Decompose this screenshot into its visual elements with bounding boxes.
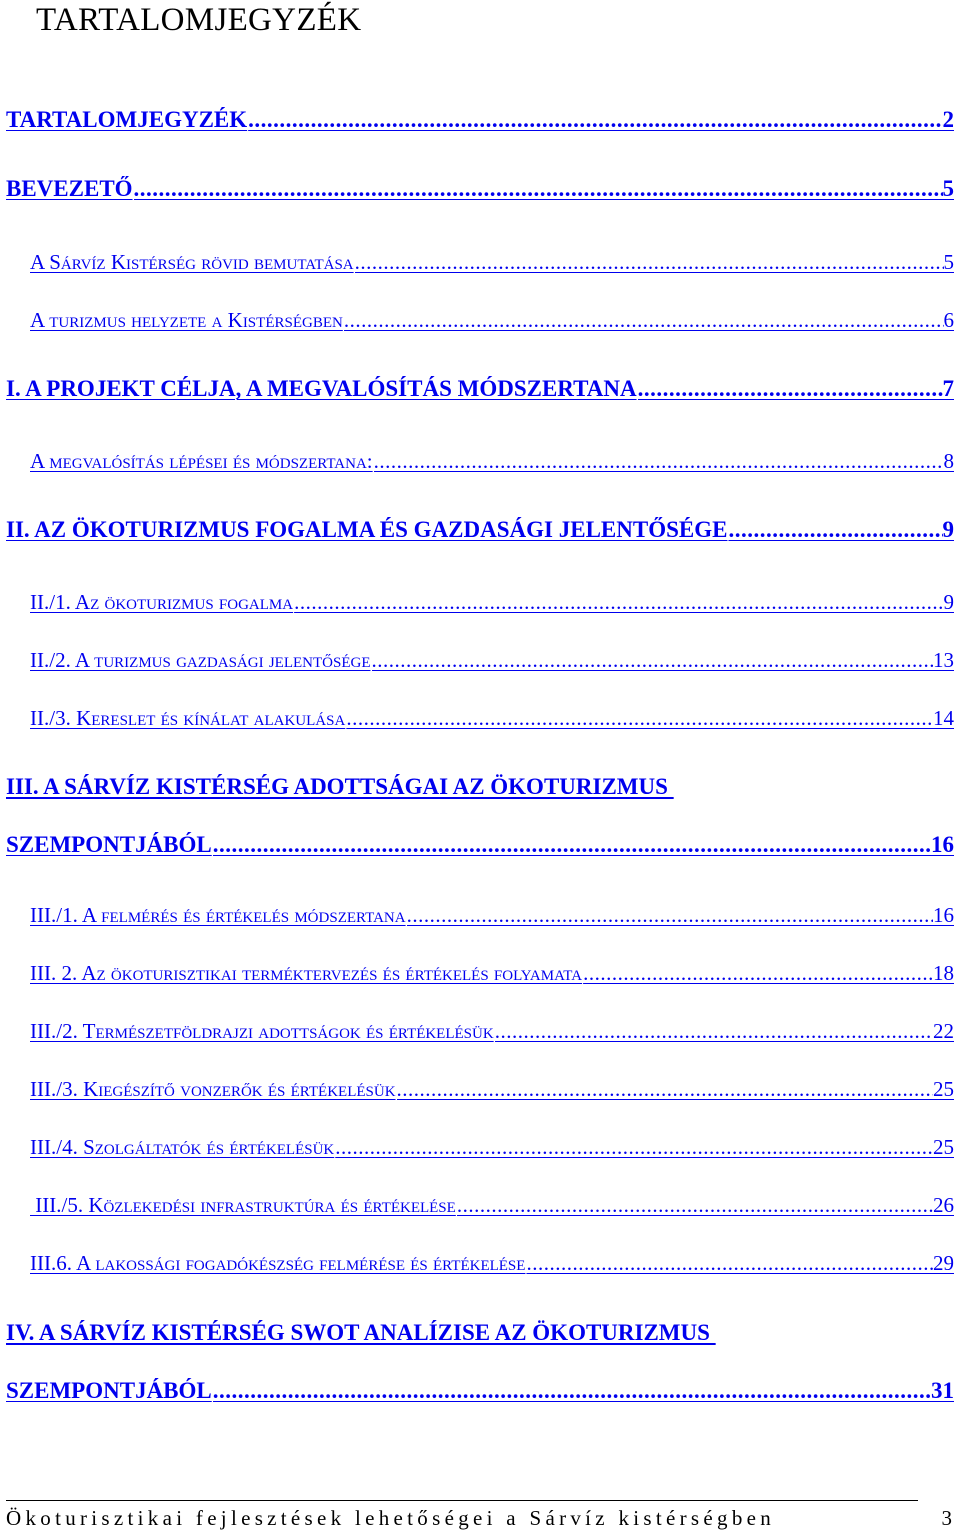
footer-page-number: 3 <box>941 1506 952 1530</box>
toc-entry-page: 29 <box>933 1251 954 1275</box>
toc-entry-iii-2-termeszetfoldrajzi[interactable] <box>30 1019 954 1044</box>
footer-title: Ökoturisztikai fejlesztések lehetőségei a Sárvíz kistérségben <box>6 1506 776 1530</box>
toc-entry-projekt-celja[interactable] <box>6 376 954 402</box>
toc-entry-label: III. 2. Az ökoturisztikai terméktervezés és értékelés folyamata <box>30 961 583 985</box>
toc-entry-label: TARTALOMJEGYZÉK <box>6 107 248 132</box>
toc-entry-page: 26 <box>933 1193 954 1217</box>
toc-entry-iv-line1[interactable]: IV. A SÁRVÍZ KISTÉRSÉG SWOT ANALÍZISE AZ ÖKOTURIZMUS <box>6 1320 716 1345</box>
toc-entry-iii-3[interactable] <box>30 1077 954 1102</box>
toc-entry-bevezeto[interactable] <box>6 176 954 202</box>
toc-entry-iv[interactable] <box>6 1378 954 1404</box>
toc-entry-page: 9 <box>942 517 954 542</box>
toc-entry-iii-4[interactable] <box>30 1135 954 1160</box>
toc-entry-page: 5 <box>942 176 954 201</box>
toc-entry-label: A megvalósítás lépései és módszertana: <box>30 449 373 473</box>
page-title: TARTALOMJEGYZÉK <box>36 2 362 38</box>
toc-entry-tartalomjegyzek[interactable] <box>6 107 954 133</box>
toc-entry-label: SZEMPONTJÁBÓL <box>6 1378 212 1403</box>
toc-entry-page: 16 <box>931 832 954 857</box>
toc-entry-label: I. A PROJEKT CÉLJA, A MEGVALÓSÍTÁS MÓDSZERTANA <box>6 376 637 401</box>
toc-entry-okoturizmus-fogalma-jelentosege[interactable] <box>6 517 954 543</box>
toc-entry-iii-6[interactable] <box>30 1251 954 1276</box>
toc-entry-label: SZEMPONTJÁBÓL <box>6 832 212 857</box>
toc-entry-label: II./1. Az ökoturizmus fogalma <box>30 590 294 614</box>
toc-entry-label: III./3. Kiegészítő vonzerők és értékelésük <box>30 1077 396 1101</box>
toc-entry-ii-2[interactable] <box>30 648 954 673</box>
toc-entry-iii[interactable] <box>6 832 954 858</box>
toc-entry-iii-2-termektervezes[interactable] <box>30 961 954 986</box>
toc-entry-ii-1[interactable] <box>30 590 954 615</box>
toc-entry-page: 16 <box>933 903 954 927</box>
toc-entry-page: 18 <box>933 961 954 985</box>
toc-entry-page: 22 <box>933 1019 954 1043</box>
footer-divider <box>6 1500 918 1501</box>
toc-entry-page: 9 <box>943 590 954 614</box>
toc-entry-iii-1[interactable] <box>30 903 954 928</box>
toc-entry-iii-5[interactable] <box>30 1193 954 1218</box>
toc-entry-page: 14 <box>933 706 954 730</box>
toc-entry-label: III./1. A felmérés és értékelés módszertana <box>30 903 406 927</box>
toc-entry-iii-line1[interactable]: III. A SÁRVÍZ KISTÉRSÉG ADOTTSÁGAI AZ ÖKOTURIZMUS <box>6 774 674 799</box>
toc-entry-label: III./5. Közlekedési infrastruktúra és értékelése <box>30 1193 456 1217</box>
toc-entry-page: 6 <box>943 308 954 332</box>
toc-entry-label: A turizmus helyzete a Kistérségben <box>30 308 343 332</box>
toc-entry-label: III./2. Természetföldrajzi adottságok és értékelésük <box>30 1019 494 1043</box>
toc-entry-label: III.6. A lakossági fogadókészség felmérése és értékelése <box>30 1251 526 1275</box>
toc-entry-page: 25 <box>933 1135 954 1159</box>
toc-entry-label: BEVEZETŐ <box>6 176 133 201</box>
toc-entry-page: 13 <box>933 648 954 672</box>
toc-entry-kisterseg-bemutatasa[interactable] <box>30 250 954 275</box>
toc-entry-page: 31 <box>931 1378 954 1403</box>
toc-entry-label: II. AZ ÖKOTURIZMUS FOGALMA ÉS GAZDASÁGI JELENTŐSÉGE <box>6 517 728 542</box>
toc-entry-label: II./2. A turizmus gazdasági jelentősége <box>30 648 371 672</box>
toc-entry-label: III./4. Szolgáltatók és értékelésük <box>30 1135 335 1159</box>
toc-entry-page: 8 <box>943 449 954 473</box>
toc-entry-turizmus-helyzete[interactable] <box>30 308 954 333</box>
toc-entry-megvalositas-lepesei[interactable] <box>30 449 954 474</box>
toc-entry-page: 25 <box>933 1077 954 1101</box>
toc-entry-page: 5 <box>943 250 954 274</box>
toc-entry-page: 2 <box>942 107 954 132</box>
toc-entry-label: II./3. Kereslet és kínálat alakulása <box>30 706 346 730</box>
toc-entry-ii-3[interactable] <box>30 706 954 731</box>
toc-entry-page: 7 <box>942 376 954 401</box>
toc-entry-label: A Sárvíz Kistérség rövid bemutatása <box>30 250 354 274</box>
